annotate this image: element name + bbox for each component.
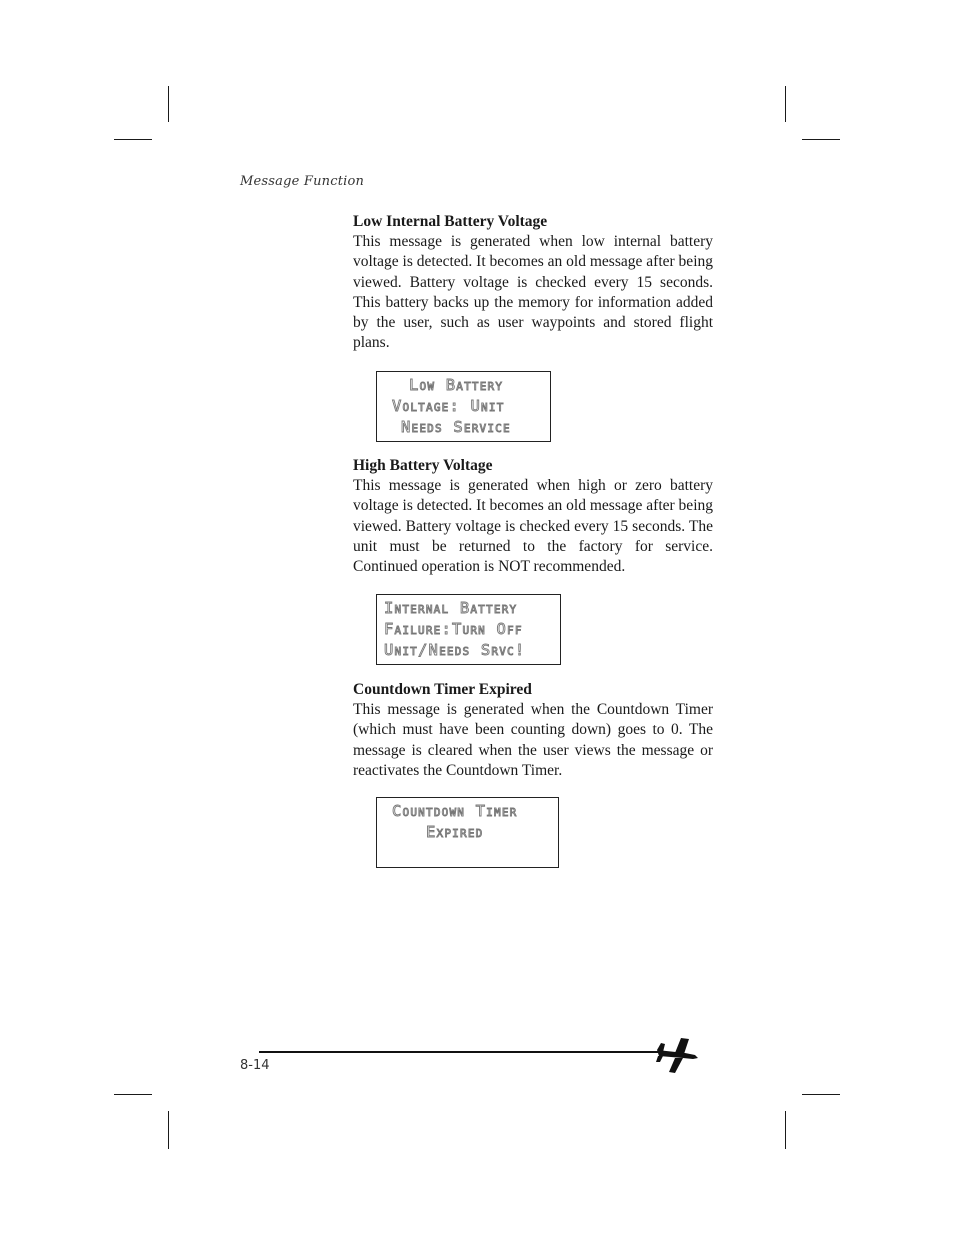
display-line: Failure:Turn Off [384,620,523,638]
display-line: Internal Battery [384,599,518,617]
section-body: This message is generated when high or zero battery voltage is detected. It becomes an old message after being viewed. Battery voltage is checked every 15 seconds. The unit must be returned to the factory for service. Continued operation is NOT recommended. [353,477,713,576]
display-screen [376,594,561,665]
section-title: Countdown Timer Expired [353,681,532,698]
crop-mark [802,139,840,140]
page-number: 8-14 [240,1058,270,1073]
display-line: Countdown Timer [392,802,518,820]
section-countdown-timer [353,680,713,781]
crop-mark [114,1094,152,1095]
airplane-icon [655,1036,699,1079]
crop-mark [785,86,786,122]
crop-mark [114,139,152,140]
running-header: Message Function [240,174,365,189]
display-line: Expired [426,823,484,841]
section-title: Low Internal Battery Voltage [353,213,548,230]
section-high-battery [353,456,713,577]
display-line: Needs Service [401,418,511,436]
display-line: Unit/Needs Srvc! [384,641,526,659]
crop-mark [168,1111,169,1149]
section-body: This message is generated when the Countdown Timer (which must have been counting down) goes to 0. The message is cleared when the user views the message or reactivates the Countdown Timer. [353,701,713,779]
display-line: Voltage: Unit [392,397,505,415]
display-line: Low Battery [409,376,504,394]
display-screen [376,371,551,442]
section-body: This message is generated when low internal battery voltage is detected. It becomes an old message after being viewed. Battery voltage is checked every 15 seconds. This battery backs up the memory for information added by the user, such as user waypoints and stored flight plans. [353,233,713,352]
section-title: High Battery Voltage [353,457,493,474]
crop-mark [168,86,169,122]
section-low-battery [353,212,713,354]
footer-rule [259,1051,664,1053]
crop-mark [785,1111,786,1149]
crop-mark [802,1094,840,1095]
display-screen [376,797,559,868]
